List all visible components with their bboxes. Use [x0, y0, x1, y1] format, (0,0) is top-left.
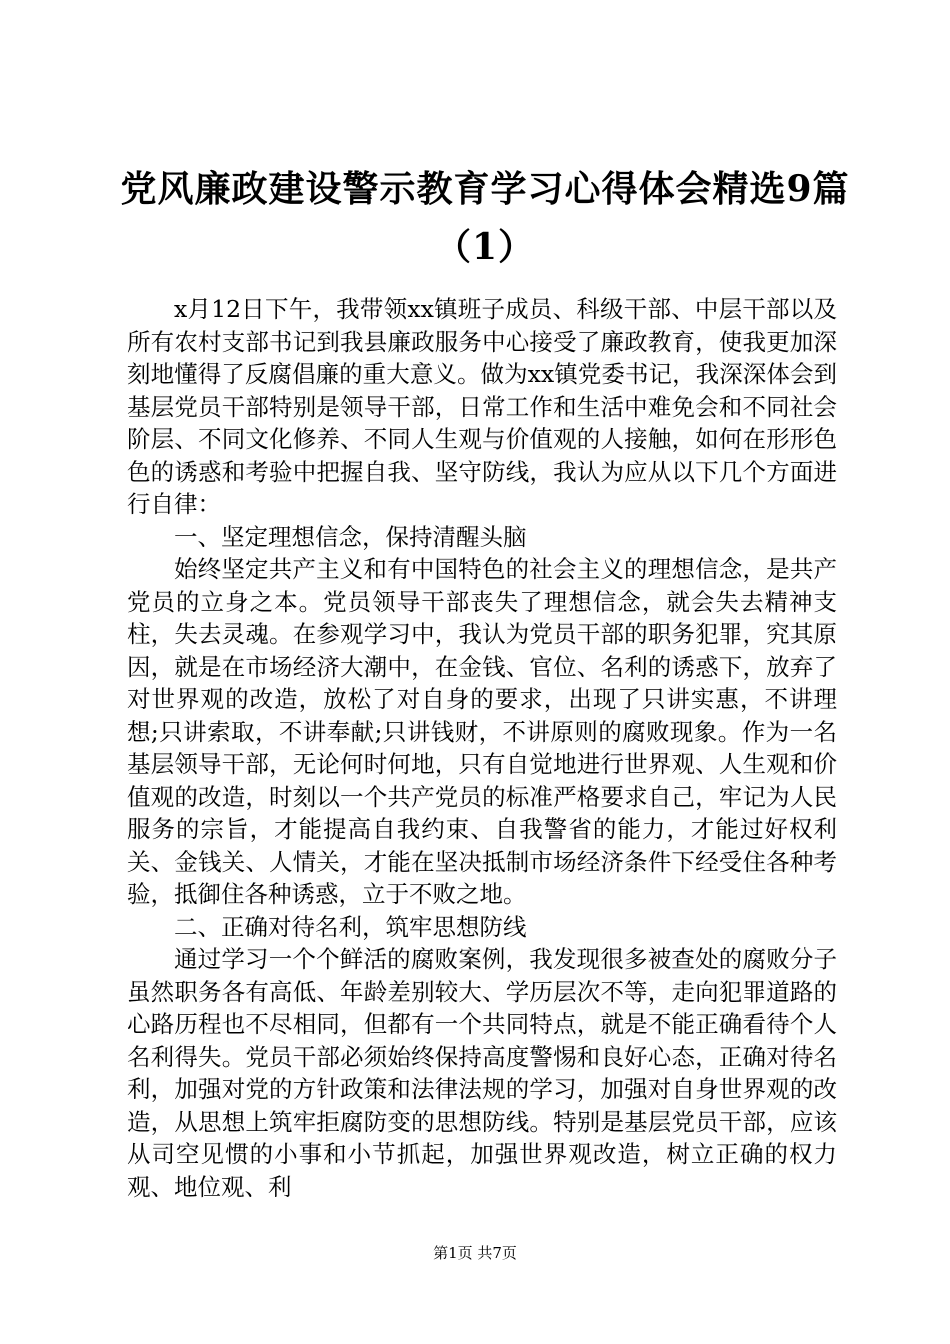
document-body [127, 293, 837, 1203]
section-heading: 一、坚定理想信念，保持清醒头脑 [174, 522, 527, 551]
document-title: 党风廉政建设警示教育学习心得体会精选9篇（1） [120, 168, 850, 268]
section-heading: 二、正确对待名利，筑牢思想防线 [174, 912, 527, 941]
paragraph: 通过学习一个个鲜活的腐败案例，我发现很多被查处的腐败分子虽然职务各有高低、年龄差别较大、学历层次不等，走向犯罪道路的心路历程也不尽相同，但都有一个共同特点，就是不能正确看待个人名利得失。党员干部必须始终保持高度警惕和良好心态，正确对待名利，加强对党的方针政策和法律法规的学习，加强对自身世界观的改造，从思想上筑牢拒腐防变的思想防线。特别是基层党员干部，应该从司空见惯的小事和小节抓起，加强世界观改造，树立正确的权力观、地位观、利 [127, 945, 837, 1201]
paragraph: 始终坚定共产主义和有中国特色的社会主义的理想信念，是共产党员的立身之本。党员领导干部丧失了理想信念，就会失去精神支柱，失去灵魂。在参观学习中，我认为党员干部的职务犯罪，究其原因，就是在市场经济大潮中，在金钱、官位、名利的诱惑下，放弃了对世界观的改造，放松了对自身的要求，出现了只讲实惠，不讲理想;只讲索取，不讲奉献;只讲钱财，不讲原则的腐败现象。作为一名基层领导干部，无论何时何地，只有自觉地进行世界观、人生观和价值观的改造，时刻以一个共产党员的标准严格要求自己，牢记为人民服务的宗旨，才能提高自我约束、自我警省的能力，才能过好权利关、金钱关、人情关，才能在坚决抵制市场经济条件下经受住各种考验，抵御住各种诱惑，立于不败之地。 [127, 555, 837, 908]
paragraph: x月12日下午，我带领xx镇班子成员、科级干部、中层干部以及所有农村支部书记到我县廉政服务中心接受了廉政教育，使我更加深刻地懂得了反腐倡廉的重大意义。做为xx镇党委书记，我深深体会到基层党员干部特别是领导干部，日常工作和生活中难免会和不同社会阶层、不同文化修养、不同人生观与价值观的人接触，如何在形形色色的诱惑和考验中把握自我、坚守防线，我认为应从以下几个方面进行自律： [127, 295, 837, 518]
page-number-footer: 第1页 共7页 [433, 1244, 517, 1262]
